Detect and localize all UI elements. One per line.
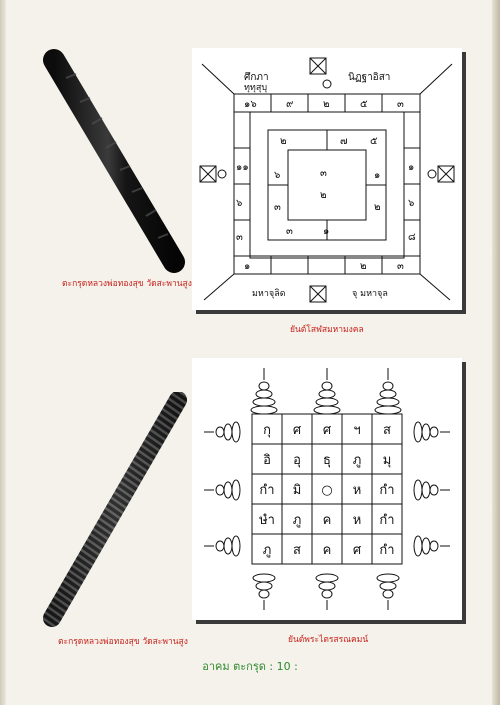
yant-cell: กํา xyxy=(379,513,395,528)
yant-solot-diagram xyxy=(192,48,462,310)
yant-cell: ๓ xyxy=(236,232,243,243)
yant-cell: ๓ xyxy=(286,226,293,237)
yant-cell: อิ xyxy=(263,453,271,468)
caption-takrut-bottom: ตะกรุดหลวงพ่อทองสุข วัดสะพานสูง xyxy=(58,637,188,647)
yant-cell: ๑ xyxy=(408,162,415,173)
yant-label-top-right: นิฏฐาอิสา xyxy=(348,72,391,83)
yant-cell: ๒ xyxy=(323,99,330,110)
yant-traisarana-diagram xyxy=(192,358,462,620)
yant-cell: ๑๑ xyxy=(236,162,249,173)
yant-cell: ฯ xyxy=(353,423,361,438)
yant-cell: ๒ xyxy=(320,190,327,201)
yant-label-top-left: ศึกภา xyxy=(244,72,269,83)
yant-cell: ห xyxy=(352,483,362,498)
yant-panel-top xyxy=(192,48,462,310)
takrut-photo-top xyxy=(36,40,196,280)
yant-cell: ห xyxy=(352,513,362,528)
yant-cell: ศ xyxy=(292,423,302,438)
yant-label-bottom-left: มหาจุลิด xyxy=(252,289,286,299)
yant-cell: ศ xyxy=(322,423,332,438)
yant-cell: ภู xyxy=(262,543,272,558)
yant-cell: ภู xyxy=(292,513,302,528)
yant-cell: ส xyxy=(383,423,391,438)
yant-cell: ๖ xyxy=(408,198,415,209)
yant-cell: กํา xyxy=(379,543,395,558)
yant-cell: มิ xyxy=(292,483,302,498)
yant-cell: ○ xyxy=(321,483,333,498)
yant-cell: ๒ xyxy=(280,136,287,147)
yant-cell: ๓ xyxy=(274,202,281,213)
yant-cell: กํา xyxy=(379,483,395,498)
yant-cell: กุ xyxy=(263,423,271,438)
yant-cell: ๕ xyxy=(360,99,368,110)
yant-cell: ๒ xyxy=(374,202,381,213)
takrut-photo-bottom xyxy=(36,392,196,632)
yant-cell: ๑ xyxy=(244,261,251,272)
yant-cell: ค xyxy=(322,543,332,558)
yant-cell: ศ xyxy=(352,543,362,558)
yant-label-bottom-right: จุ มหาจุล xyxy=(352,289,388,299)
yant-cell: ๘ xyxy=(408,232,416,243)
yant-cell: ๙ xyxy=(286,99,294,110)
yant-cell: ส xyxy=(293,543,301,558)
yant-cell: ค xyxy=(322,513,332,528)
yant-cell: ๖ xyxy=(274,170,281,181)
yant-cell: ๖ xyxy=(236,198,243,209)
page-footer: อาคม ตะกรุด : 10 : xyxy=(202,660,298,673)
page-spine-shadow xyxy=(0,0,6,705)
caption-yant-top: ยันต์โสฬสมหามงคล xyxy=(290,325,364,335)
yant-cell: มุ xyxy=(382,453,392,468)
yant-cell: ๑๖ xyxy=(244,99,257,110)
yant-cell: ๑ xyxy=(323,226,330,237)
caption-takrut-top: ตะกรุดหลวงพ่อทองสุข วัดสะพานสูง xyxy=(62,279,192,289)
page-edge-shadow xyxy=(492,0,500,705)
yant-cell: ๒ xyxy=(360,261,367,272)
yant-cell: ๓ xyxy=(320,168,327,179)
yant-cell: ๗ xyxy=(340,136,348,147)
yant-panel-bottom xyxy=(192,358,462,620)
yant-cell: ๓ xyxy=(397,261,404,272)
yant-cell: ธุ xyxy=(323,453,331,468)
yant-cell: ๓ xyxy=(397,99,404,110)
yant-outer-square xyxy=(234,94,420,274)
yant-label-sub-left: ทุทุสุบุ xyxy=(244,83,268,93)
yant-cell: ษํา xyxy=(259,513,275,528)
caption-yant-bottom: ยันต์พระไตรสรณคมน์ xyxy=(288,635,369,645)
yant-cell: ๑ xyxy=(374,170,381,181)
yant-cell: อุ xyxy=(293,453,301,468)
yant-cell: กํา xyxy=(259,483,275,498)
yant-cell: ๕ xyxy=(370,136,378,147)
yant-cell: ภู xyxy=(352,453,362,468)
